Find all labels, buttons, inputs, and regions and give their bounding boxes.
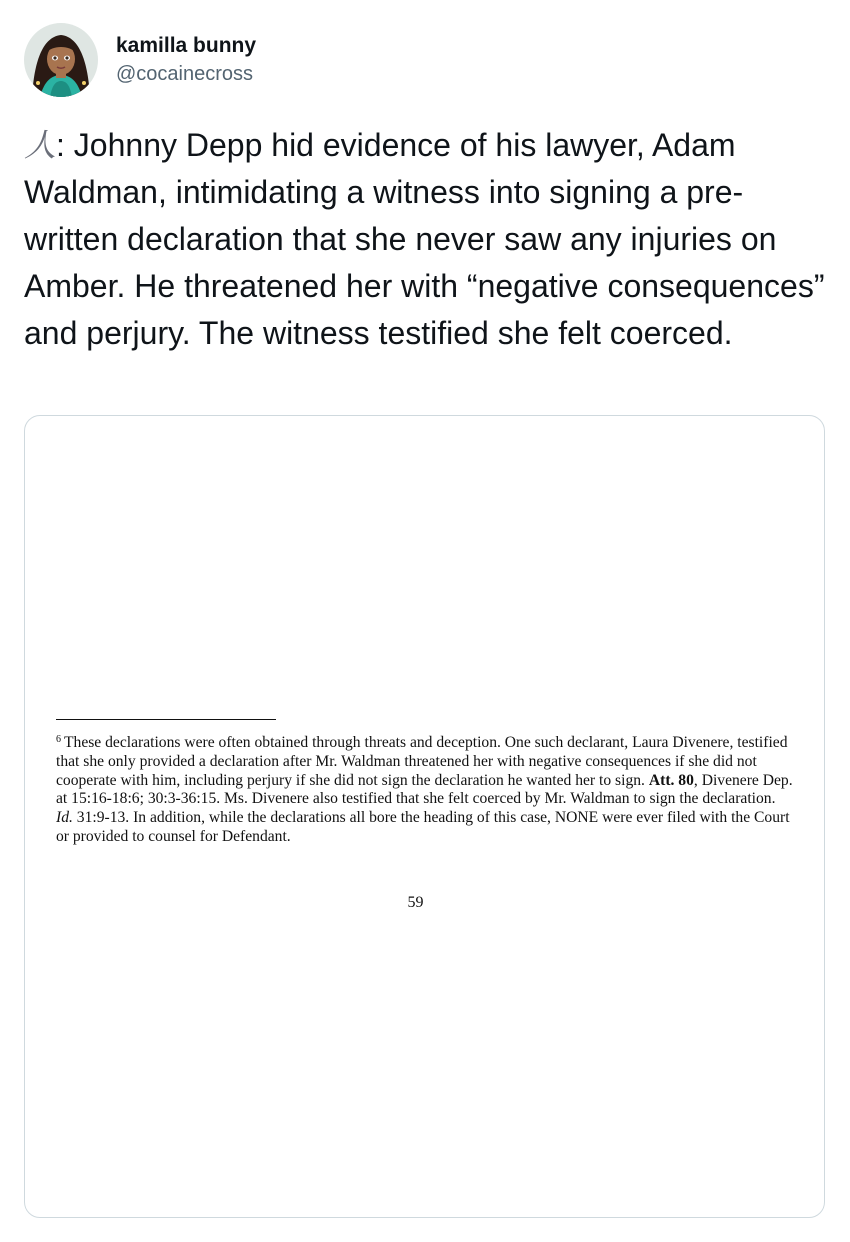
footnote-id-ref: Id. (56, 809, 73, 827)
tweet-marker: ⼈ (24, 126, 57, 164)
footnote-part-1: These declarations were often obtained through threats and deception. One such declarant, Laura Divenere, testified that she only provided a declaration after Mr. Waldman threatened her with negative consequences if she did not cooperate with him, including perjury if she did not sign the declaration he wanted her to sign. (56, 734, 788, 789)
tweet-body: : Johnny Depp hid evidence of his lawyer, Adam Waldman, intimidating a witness into signing a pre-written declaration that she never saw any injuries on Amber. He threatened her with “negative consequences” and perjury. The witness testified she felt coerced. (24, 127, 825, 351)
footnote-text (56, 731, 796, 847)
page-number: 59 (407, 894, 424, 911)
footnote-number: 6 (56, 734, 61, 745)
author-names (116, 32, 256, 88)
tweet-media-image[interactable] (24, 415, 825, 1218)
tweet-text (24, 122, 829, 357)
footnote-part-3: 31:9-13. In addition, while the declarations all bore the heading of this case, NONE were ever filed with the Court or provided to counsel for Defendant. (56, 809, 790, 845)
footnote-attachment-ref: Att. 80 (648, 771, 694, 789)
author-handle[interactable]: @cocainecross (116, 63, 254, 85)
footnote-divider (56, 719, 276, 720)
cartoon-girl-avatar-icon (24, 23, 98, 97)
footnote-part-2: , Divenere Dep. at 15:16-18:6; 30:3-36:15. Ms. Divenere also testified that she felt coerced by Mr. Waldman to sign the declaration. (56, 771, 793, 808)
author-display-name[interactable]: kamilla bunny (116, 34, 257, 57)
tweet-header (24, 22, 256, 98)
avatar[interactable] (24, 23, 98, 97)
